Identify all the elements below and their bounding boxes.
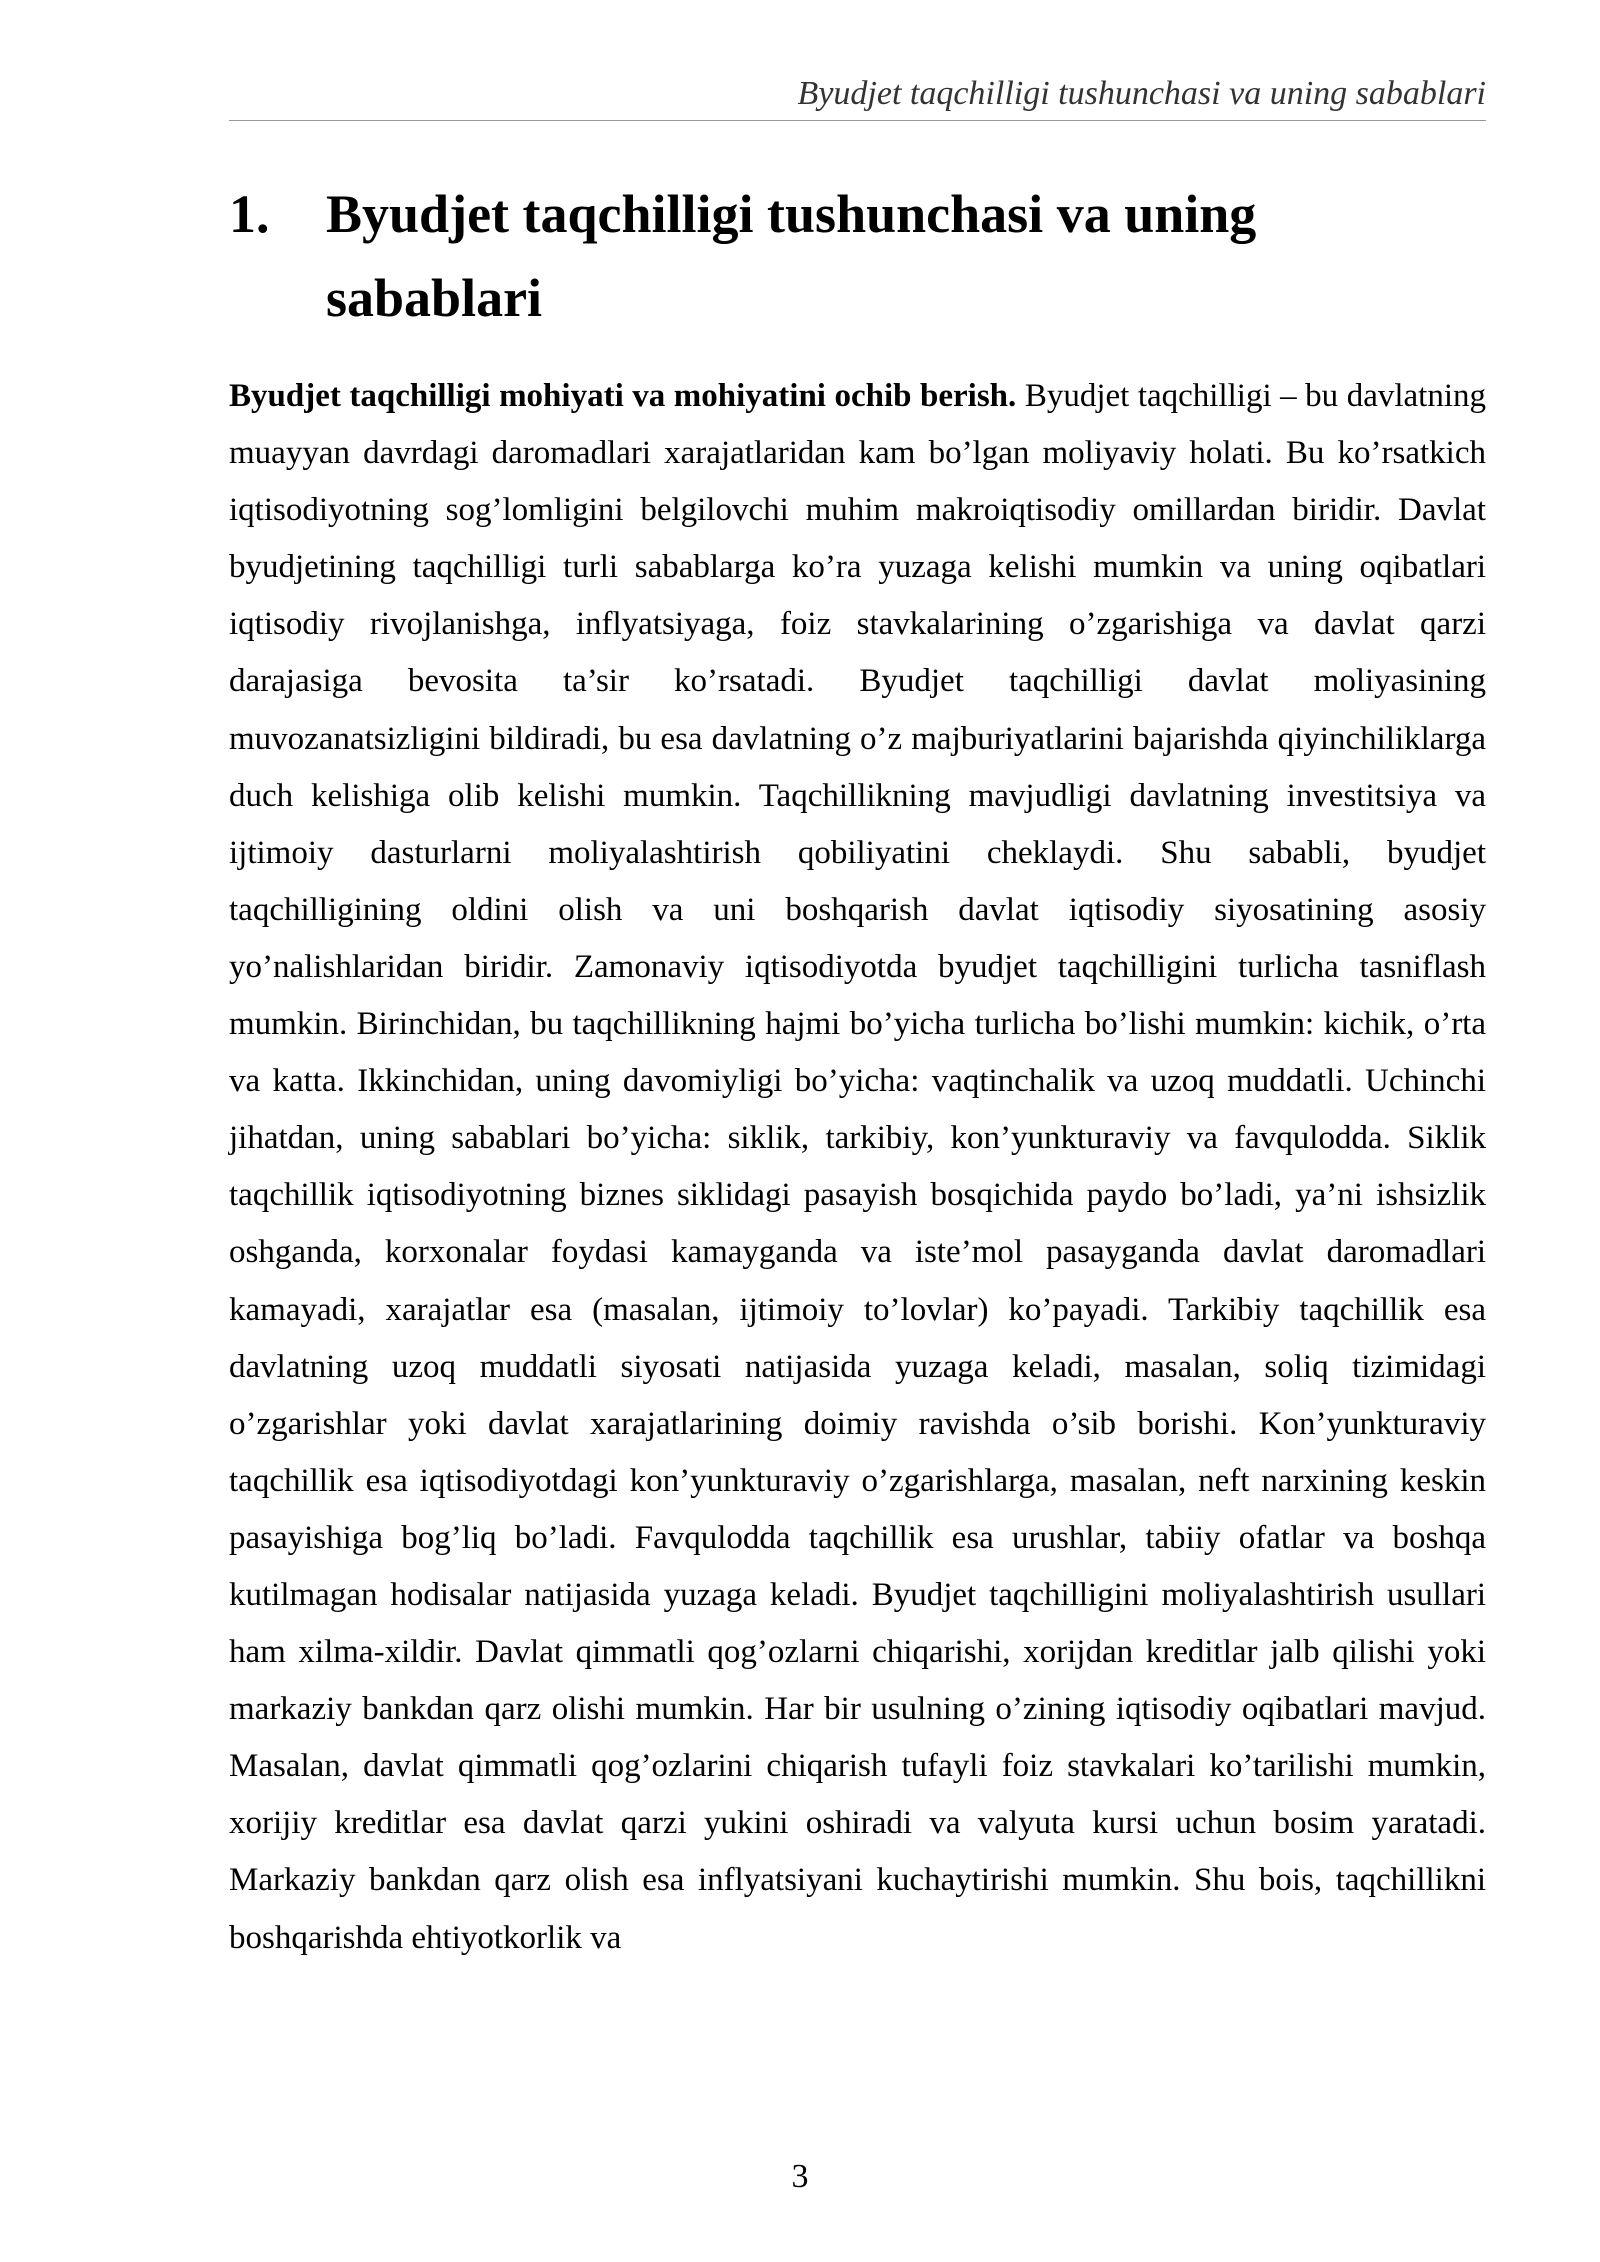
body-paragraph: [229, 368, 1486, 1967]
header-rule: [229, 120, 1486, 121]
section-number: 1.: [229, 184, 270, 244]
paragraph-text: Byudjet taqchilligi – bu davlatning muayyan davrdagi daromadlari xarajatlaridan kam bo’lgan moliyaviy holati. Bu ko’rsatkich iqtisodiyotning sog’lomligini belgilovchi muhim makroiqtisodiy omillardan biridir. Davlat byudjetining taqchilligi turli sabablarga ko’ra yuzaga kelishi mumkin va uning oqibatlari iqtisodiy rivojlanishga, inflyatsiyaga, foiz stavkalarining o’zgarishiga va davlat qarzi darajasiga bevosita ta’sir ko’rsatadi. Byudjet taqchilligi davlat moliyasining muvozanatsizligini bildiradi, bu esa davlatning o’z majburiyatlarini bajarishda qiyinchiliklarga duch kelishiga olib kelishi mumkin. Taqchillikning mavjudligi davlatning investitsiya va ijtimoiy dasturlarni moliyalashtirish qobiliyatini cheklaydi. Shu sababli, byudjet taqchilligining oldini olish va uni boshqarish davlat iqtisodiy siyosatining asosiy yo’nalishlaridan biridir. Zamonaviy iqtisodiyotda byudjet taqchilligini turlicha tasniflash mumkin. Birinchidan, bu taqchillikning hajmi bo’yicha turlicha bo’lishi mumkin: kichik, o’rta va katta. Ikkinchidan, uning davomiyligi bo’yicha: vaqtinchalik va uzoq muddatli. Uchinchi jihatdan, uning sabablari bo’yicha: siklik, tarkibiy, kon’yunkturaviy va favqulodda. Siklik taqchillik iqtisodiyotning biznes siklidagi pasayish bosqichida paydo bo’ladi, ya’ni ishsizlik oshganda, korxonalar foydasi kamayganda va iste’mol pasayganda davlat daromadlari kamayadi, xarajatlar esa (masalan, ijtimoiy to’lovlar) ko’payadi. Tarkibiy taqchillik esa davlatning uzoq muddatli siyosati natijasida yuzaga keladi, masalan, soliq tizimidagi o’zgarishlar yoki davlat xarajatlarining doimiy ravishda o’sib borishi. Kon’yunkturaviy taqchillik esa iqtisodiyotdagi kon’yunkturaviy o’zgarishlarga, masalan, neft narxining keskin pasayishiga bog’liq bo’ladi. Favqulodda taqchillik esa urushlar, tabiiy ofatlar va boshqa kutilmagan hodisalar natijasida yuzaga keladi. Byudjet taqchilligini moliyalashtirish usullari ham xilma-xildir. Davlat qimmatli qog’ozlarni chiqarishi, xorijdan kreditlar jalb qilishi yoki markaziy bankdan qarz olishi mumkin. Har bir usulning o’zining iqtisodiy oqibatlari mavjud. Masalan, davlat qimmatli qog’ozlarini chiqarish tufayli foiz stavkalari ko’tarilishi mumkin, xorijiy kreditlar esa davlat qarzi yukini oshiradi va valyuta kursi uchun bosim yaratadi. Markaziy bankdan qarz olish esa inflyatsiyani kuchaytirishi mumkin. Shu bois, taqchillikni boshqarishda ehtiyotkorlik va: [229, 378, 1487, 1956]
page-number: 3: [791, 2158, 809, 2195]
body-text: [229, 368, 1486, 1967]
section-title: Byudjet taqchilligi tushunchasi va uning sabablari: [326, 184, 1257, 328]
running-header: Byudjet taqchilligi tushunchasi va uning sabablari: [797, 75, 1486, 112]
paragraph-lead-in: Byudjet taqchilligi mohiyati va mohiyatini ochib berish.: [229, 378, 1017, 414]
section-heading: [229, 172, 1329, 340]
